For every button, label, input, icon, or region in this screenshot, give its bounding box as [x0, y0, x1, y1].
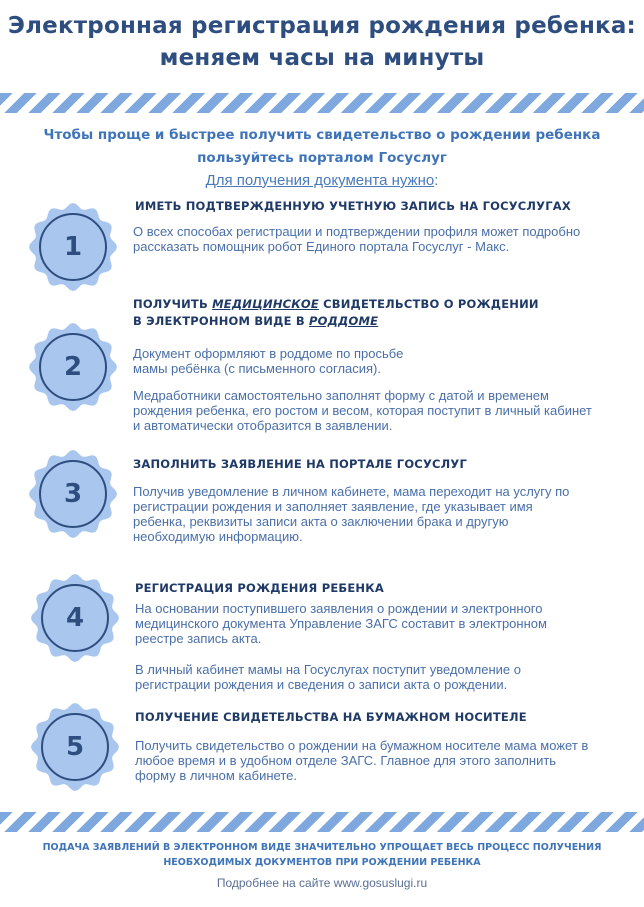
page-title [0, 10, 644, 74]
step-2-heading [133, 296, 539, 330]
step-1-paragraph-1: О всех способах регистрации и подтверждении профиля может подробно рассказать помощник робот Единого портала Госуслуг - Макс. [133, 224, 581, 254]
step-2-text-b [133, 388, 598, 433]
step-2-text-a [133, 346, 423, 376]
step-3-text [133, 484, 588, 544]
step-3-paragraph-1: Получив уведомление в личном кабинете, мама переходит на услугу по регистрации рождения и заполняет заявление, где указывает имя ребенка, реквизиты записи акта о заключении брака и другую необходимую информацию. [133, 484, 570, 544]
step-2-badge [28, 322, 118, 412]
step-1-heading: ИМЕТЬ ПОДТВЕРЖДЕННУЮ УЧЕТНУЮ ЗАПИСЬ НА ГОСУСЛУГАХ [135, 199, 571, 213]
top-stripe-divider [0, 93, 644, 113]
requirements-intro [0, 172, 644, 189]
step-3-number: 3 [63, 479, 83, 509]
step-5-heading: ПОЛУЧЕНИЕ СВИДЕТЕЛЬСТВА НА БУМАЖНОМ НОСИТЕЛЕ [135, 710, 527, 724]
step-2-heading-line-1 [133, 296, 539, 313]
step-4-heading: РЕГИСТРАЦИЯ РОЖДЕНИЯ РЕБЕНКА [135, 581, 384, 595]
step-4-number: 4 [65, 603, 85, 633]
subtitle [0, 124, 644, 170]
step-1-number: 1 [63, 232, 83, 262]
subtitle-line-2: пользуйтесь порталом Госуслуг [197, 150, 447, 166]
step-4-text-a [135, 601, 590, 646]
step-2-heading-part: СВИДЕТЕЛЬСТВО О РОЖДЕНИИ [318, 297, 539, 311]
footer-note [0, 840, 644, 870]
step-3-badge [28, 449, 118, 539]
step-5-text [135, 738, 590, 783]
page-title-line-1: Электронная регистрация рождения ребенка: [8, 13, 636, 39]
step-5-number: 5 [65, 732, 85, 762]
step-2-heading-line-2 [133, 313, 539, 330]
step-4-paragraph-1: На основании поступившего заявления о рождении и электронного медицинского документа Управление ЗАГС составит в электронном реестре запись акта. [135, 601, 547, 646]
bottom-stripe-divider [0, 812, 644, 832]
footer-note-line-1: ПОДАЧА ЗАЯВЛЕНИЙ В ЭЛЕКТРОННОМ ВИДЕ ЗНАЧИТЕЛЬНО УПРОЩАЕТ ВЕСЬ ПРОЦЕСС ПОЛУЧЕНИЯ [42, 842, 602, 853]
step-2-heading-part: В ЭЛЕКТРОННОМ ВИДЕ В [133, 314, 309, 328]
step-2-number: 2 [63, 352, 83, 382]
footer-note-line-2: НЕОБХОДИМЫХ ДОКУМЕНТОВ ПРИ РОЖДЕНИИ РЕБЕНКА [163, 857, 481, 868]
step-2-heading-emphasis-maternity: РОДДОМЕ [309, 314, 379, 328]
step-4-text-b [135, 662, 560, 692]
step-2-paragraph-2: Медработники самостоятельно заполнят форму с датой и временем рождения ребенка, его ростом и весом, которая поступит в личный кабинет и автоматически отобразится в заявлении. [133, 388, 592, 433]
step-1-text [133, 224, 613, 254]
subtitle-line-1: Чтобы проще и быстрее получить свидетельство о рождении ребенка [43, 127, 601, 143]
page-title-line-2: меняем часы на минуты [159, 45, 485, 71]
step-4-badge [30, 573, 120, 663]
step-2-paragraph-1: Документ оформляют в роддоме по просьбе мамы ребёнка (с письменного согласия). [133, 346, 404, 376]
step-2-heading-emphasis-medical: МЕДИЦИНСКОЕ [212, 297, 319, 311]
step-5-badge [30, 702, 120, 792]
requirements-intro-colon: : [434, 172, 439, 189]
step-3-heading: ЗАПОЛНИТЬ ЗАЯВЛЕНИЕ НА ПОРТАЛЕ ГОСУСЛУГ [133, 457, 468, 471]
step-4-paragraph-2: В личный кабинет мамы на Госуслугах поступит уведомление о регистрации рождения и сведения о записи акта о рождении. [135, 662, 521, 692]
step-5-paragraph-1: Получить свидетельство о рождении на бумажном носителе мама может в любое время и в удобном отделе ЗАГС. Главное для этого заполнить форму в личном кабинете. [135, 738, 589, 783]
step-1-badge [28, 202, 118, 292]
website-link[interactable]: Подробнее на сайте www.gosuslugi.ru [216, 876, 428, 890]
requirements-intro-text: Для получения документа нужно [205, 172, 435, 189]
step-2-heading-part: ПОЛУЧИТЬ [133, 297, 213, 311]
